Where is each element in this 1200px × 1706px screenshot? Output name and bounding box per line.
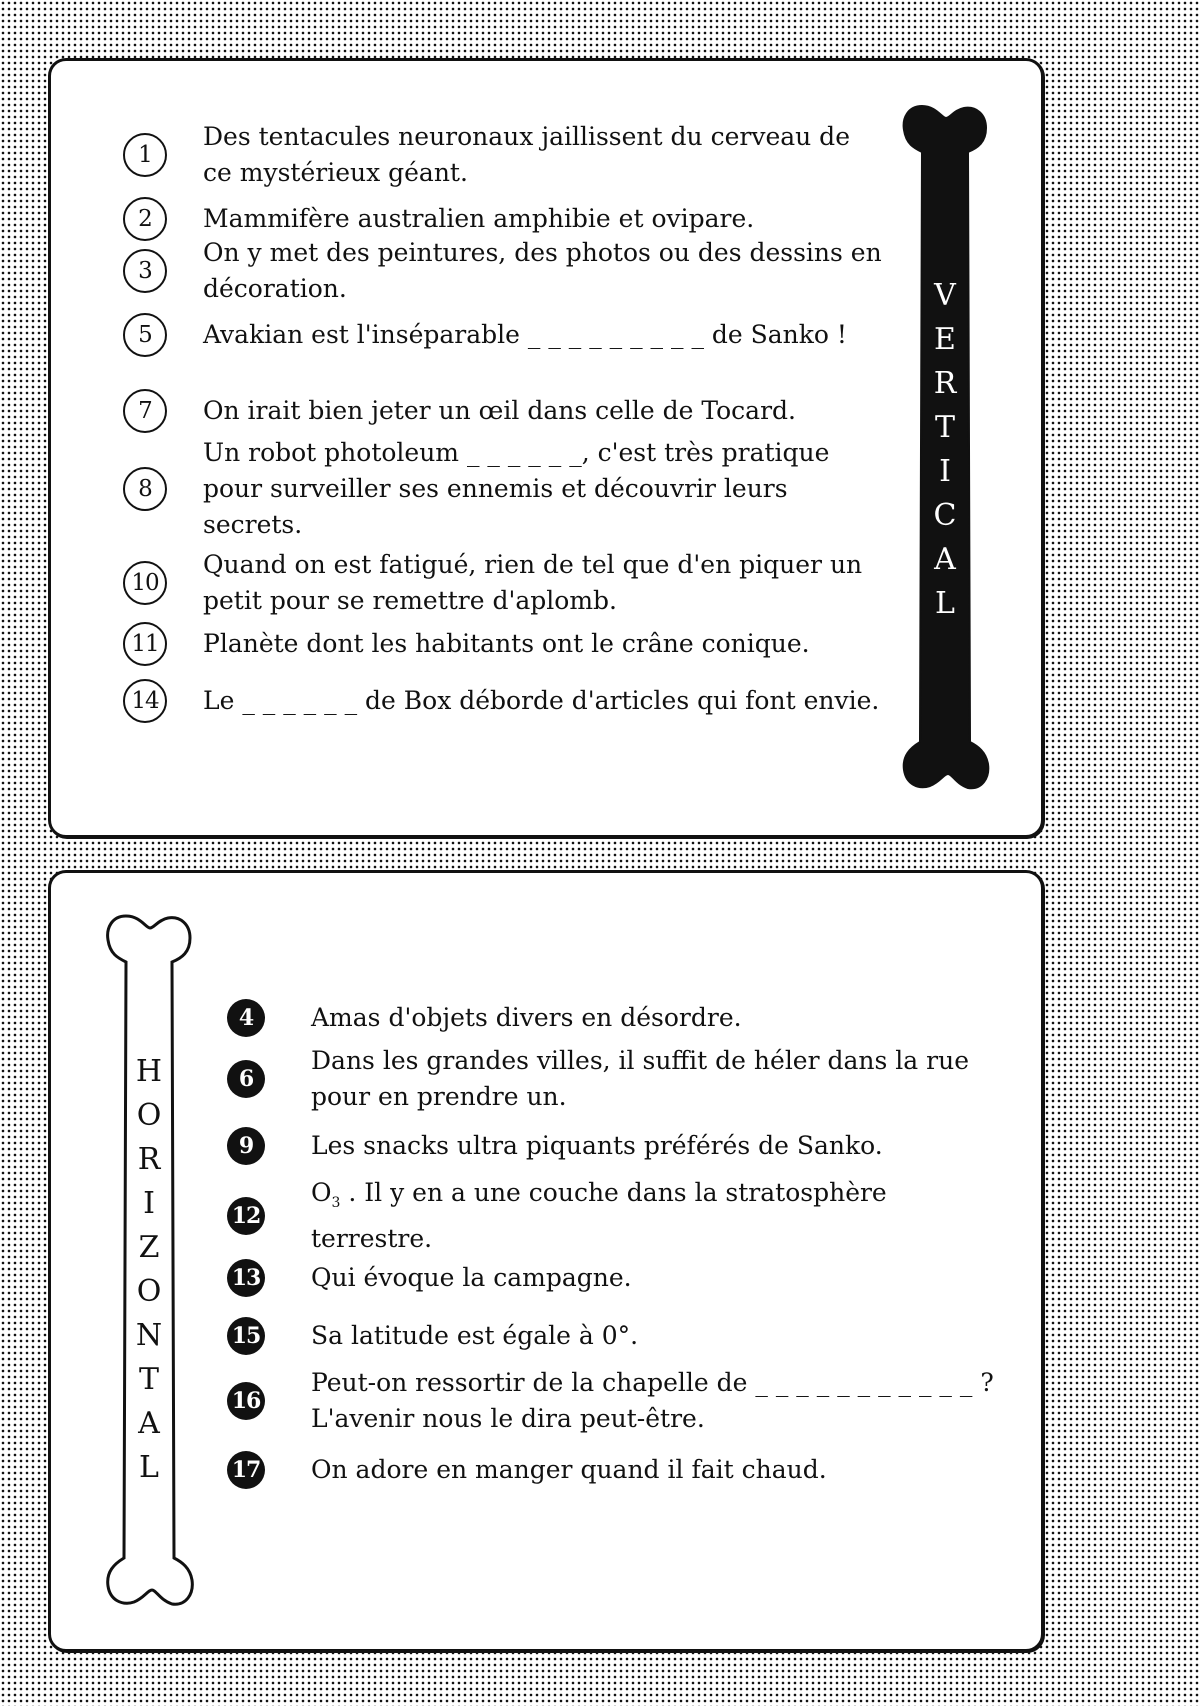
horizontal-clue-12 — [227, 1175, 1011, 1257]
horizontal-clues-panel — [48, 870, 1044, 1652]
clue-text — [311, 1175, 1011, 1257]
banner-letter: Z — [138, 1230, 160, 1265]
vertical-clue-7 — [123, 389, 883, 433]
clue-number-circle: 11 — [123, 622, 167, 666]
vertical-clues-panel — [48, 58, 1044, 838]
clue-text: Un robot photoleum _ _ _ _ _ _, c'est très pratique pour surveiller ses ennemis et découvrir leurs secrets. — [203, 438, 830, 539]
clue-number-circle: 10 — [123, 561, 167, 605]
clue-number-badge: 15 — [227, 1317, 265, 1355]
clue-number-badge: 16 — [227, 1382, 265, 1420]
banner-letter: E — [934, 322, 956, 357]
banner-letter: L — [935, 586, 955, 621]
vertical-clue-3 — [123, 235, 883, 307]
horizontal-clue-15 — [227, 1317, 1011, 1355]
banner-letter: R — [933, 366, 957, 401]
clue-number-circle: 2 — [123, 197, 167, 241]
horizontal-clue-16 — [227, 1365, 1011, 1437]
ozone-subscript: 3 — [331, 1195, 341, 1211]
vertical-title — [900, 274, 990, 626]
vertical-clue-14 — [123, 679, 883, 723]
clue-number-badge: 9 — [227, 1127, 265, 1165]
clue-number-circle: 1 — [123, 133, 167, 177]
clue-text: Avakian est l'inséparable _ _ _ _ _ _ _ _ _ de Sanko ! — [203, 320, 847, 349]
vertical-clue-1 — [123, 119, 883, 191]
clue-text: Amas d'objets divers en désordre. — [311, 1003, 742, 1032]
clue-number-circle: 5 — [123, 313, 167, 357]
banner-letter: T — [934, 410, 955, 445]
clue-text: On y met des peintures, des photos ou des dessins en décoration. — [203, 238, 882, 303]
clue-text: On irait bien jeter un œil dans celle de Tocard. — [203, 396, 796, 425]
banner-letter: H — [135, 1054, 163, 1089]
clue-number-circle: 8 — [123, 467, 167, 511]
horizontal-title — [104, 1050, 194, 1490]
banner-letter: L — [139, 1450, 159, 1485]
banner-letter: R — [137, 1142, 161, 1177]
banner-letter: O — [136, 1098, 162, 1133]
clue-text: Dans les grandes villes, il suffit de héler dans la rue pour en prendre un. — [311, 1046, 969, 1111]
ozone-description: . Il y en a une couche dans la stratosphère terrestre. — [311, 1178, 887, 1253]
clue-text: Les snacks ultra piquants préférés de Sanko. — [311, 1131, 883, 1160]
clue-text: Des tentacules neuronaux jaillissent du cerveau de ce mystérieux géant. — [203, 122, 850, 187]
clue-number-badge: 6 — [227, 1060, 265, 1098]
banner-letter: A — [934, 542, 956, 577]
horizontal-clue-4 — [227, 999, 1011, 1037]
clue-number-badge: 12 — [227, 1197, 265, 1235]
clue-text: Sa latitude est égale à 0°. — [311, 1321, 639, 1350]
clue-text: Planète dont les habitants ont le crâne conique. — [203, 629, 810, 658]
vertical-clue-10 — [123, 547, 883, 619]
clue-number-circle: 7 — [123, 389, 167, 433]
banner-letter: O — [136, 1274, 162, 1309]
horizontal-clue-13 — [227, 1259, 1011, 1297]
clue-text: Mammifère australien amphibie et ovipare. — [203, 204, 755, 233]
vertical-clue-8 — [123, 435, 883, 543]
clue-text: Quand on est fatigué, rien de tel que d'en piquer un petit pour se remettre d'aplomb. — [203, 550, 863, 615]
vertical-clue-11 — [123, 622, 883, 666]
clue-text: Qui évoque la campagne. — [311, 1263, 632, 1292]
banner-letter: T — [138, 1362, 159, 1397]
banner-letter: A — [138, 1406, 160, 1441]
clue-number-badge: 4 — [227, 999, 265, 1037]
clue-text: Le _ _ _ _ _ _ de Box déborde d'articles qui font envie. — [203, 686, 880, 715]
banner-letter: I — [939, 454, 951, 489]
horizontal-clue-17 — [227, 1451, 1011, 1489]
ozone-formula: O — [311, 1178, 332, 1207]
banner-letter: V — [934, 278, 956, 313]
horizontal-clue-9 — [227, 1127, 1011, 1165]
clue-text: Peut-on ressortir de la chapelle de _ _ _ _ _ _ _ _ _ _ _ ? L'avenir nous le dira peut-être. — [311, 1368, 994, 1433]
clue-number-circle: 14 — [123, 679, 167, 723]
banner-letter: C — [933, 498, 957, 533]
clue-number-badge: 13 — [227, 1259, 265, 1297]
horizontal-bone-banner — [104, 912, 194, 1608]
horizontal-clue-6 — [227, 1043, 1011, 1115]
clue-text: On adore en manger quand il fait chaud. — [311, 1455, 827, 1484]
banner-letter: I — [143, 1186, 155, 1221]
clue-number-circle: 3 — [123, 249, 167, 293]
vertical-bone-banner — [900, 102, 990, 792]
banner-letter: N — [135, 1318, 163, 1353]
clue-number-badge: 17 — [227, 1451, 265, 1489]
vertical-clue-5 — [123, 313, 883, 357]
